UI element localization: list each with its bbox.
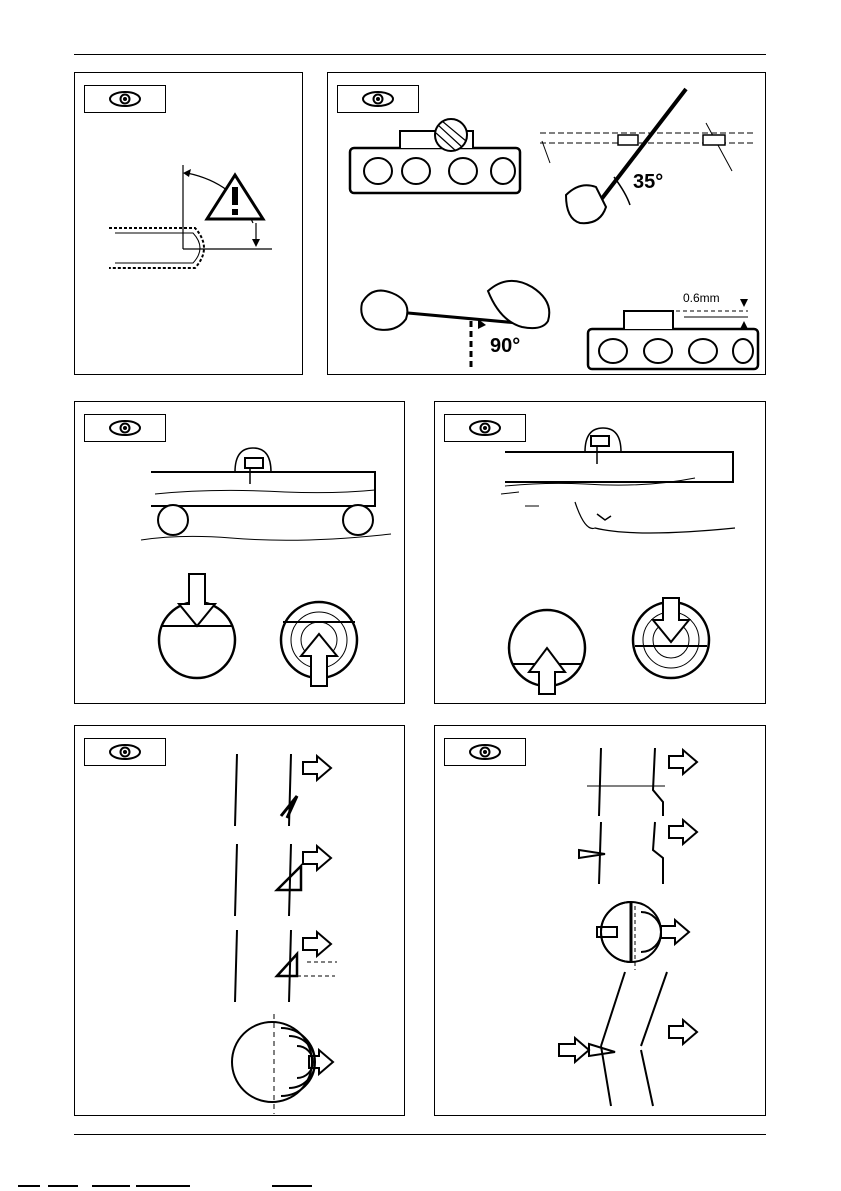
panel-notch-cuts bbox=[74, 725, 405, 1116]
panel-log-supported-ends bbox=[74, 401, 405, 704]
panel-log-supported-one-end bbox=[434, 401, 766, 704]
sharpening-illustration bbox=[328, 73, 766, 375]
warning-triangle-icon bbox=[207, 175, 263, 219]
bottom-scan-artifact bbox=[0, 1180, 841, 1191]
notch-cut-illustration bbox=[75, 726, 405, 1116]
felling-cut-illustration bbox=[435, 726, 766, 1116]
panel-felling-cut bbox=[434, 725, 766, 1116]
bar-and-chain-illustration bbox=[75, 73, 303, 375]
log-cut-illustration bbox=[435, 402, 766, 704]
panel-sharpening bbox=[327, 72, 766, 375]
top-rule bbox=[74, 54, 766, 55]
bottom-rule bbox=[74, 1134, 766, 1135]
log-cut-illustration bbox=[75, 402, 405, 704]
angle-label-90: 90° bbox=[490, 335, 521, 357]
depth-label-0-6mm: 0.6mm bbox=[683, 291, 720, 305]
angle-label-35: 35° bbox=[633, 171, 664, 193]
panel-chain-brake bbox=[74, 72, 303, 375]
